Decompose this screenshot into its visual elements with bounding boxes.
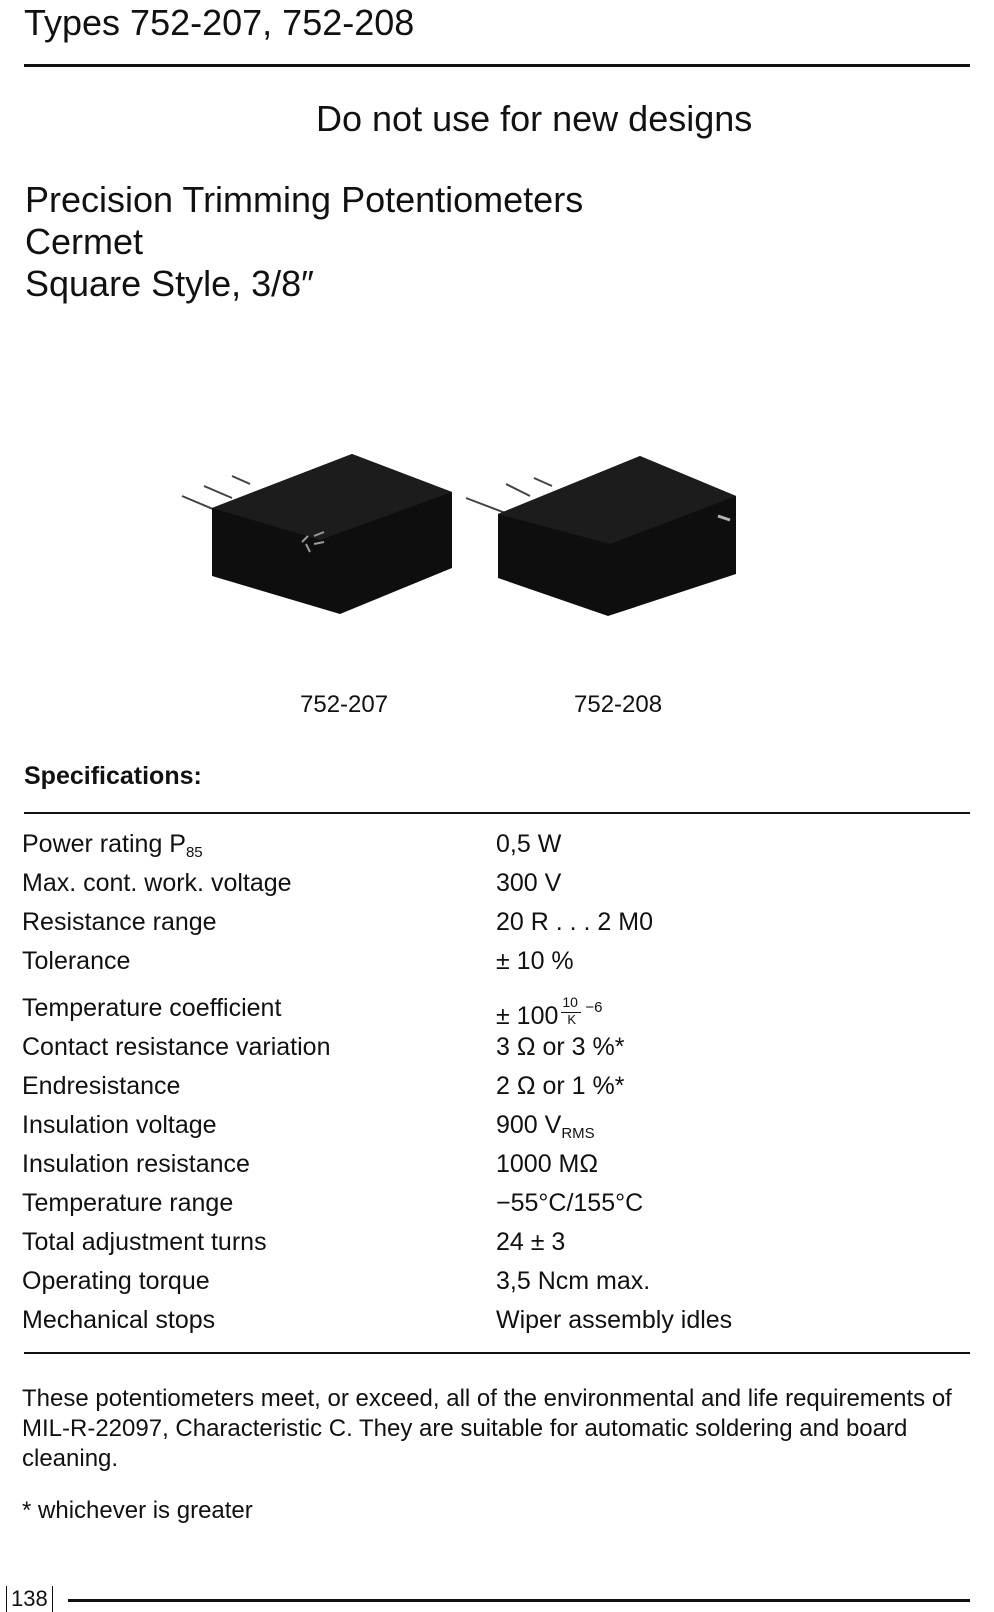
spec-value: 0,5 W	[496, 830, 562, 858]
spec-value: −55°C/155°C	[496, 1189, 644, 1217]
footer-rule	[68, 1599, 970, 1602]
spec-row-endresistance	[0, 1068, 994, 1106]
environmental-note: These potentiometers meet, or exceed, all of the environmental and life requirements of MIL-R-22097, Characteristic C. They are suitable for automatic soldering and board cleaning.	[22, 1385, 952, 1472]
spec-value: 24 ± 3	[496, 1228, 566, 1256]
spec-row-resistance-range	[0, 904, 994, 942]
spec-row-mechanical-stops	[0, 1302, 994, 1340]
caption-752-207: 752-207	[300, 691, 389, 718]
spec-row-power-rating	[0, 826, 994, 864]
spec-label: Contact resistance variation	[22, 1033, 331, 1061]
spec-label: Tolerance	[22, 947, 131, 975]
spec-label: Insulation resistance	[22, 1150, 250, 1178]
spec-value: 300 V	[496, 869, 562, 897]
header-rule	[24, 64, 970, 67]
spec-value: 1000 MΩ	[496, 1150, 599, 1178]
spec-value: 900 $V_{RMS}$	[496, 1111, 595, 1142]
spec-label: Resistance range	[22, 908, 217, 936]
caption-752-208: 752-208	[574, 691, 663, 718]
discontinued-notice: Do not use for new designs	[316, 98, 753, 139]
product-material: Cermet	[25, 221, 144, 262]
spec-row-temperature-range	[0, 1185, 994, 1223]
spec-label: Max. cont. work. voltage	[22, 869, 292, 897]
document-type-title: Types 752-207, 752-208	[24, 2, 415, 43]
spec-value: ± 10 %	[496, 947, 574, 975]
spec-label: Mechanical stops	[22, 1306, 216, 1334]
spec-row-tolerance	[0, 943, 994, 981]
spec-row-insulation-voltage	[0, 1107, 994, 1145]
spec-row-max-voltage	[0, 865, 994, 903]
spec-row-contact-resistance	[0, 1029, 994, 1067]
specifications-bottom-rule	[24, 1352, 970, 1354]
spec-row-insulation-resistance	[0, 1146, 994, 1184]
spec-value: 3 Ω or 3 %*	[496, 1033, 625, 1061]
potentiometer-752-208-image	[466, 456, 736, 616]
spec-value: 3,5 Ncm max.	[496, 1267, 651, 1295]
spec-label: Power rating $P_{85}$	[22, 830, 203, 861]
spec-value: 2 Ω or 1 %*	[496, 1072, 625, 1100]
spec-row-operating-torque	[0, 1263, 994, 1301]
specifications-heading: Specifications:	[24, 762, 202, 790]
specifications-top-rule	[24, 812, 970, 814]
spec-label: Insulation voltage	[22, 1111, 217, 1139]
spec-row-temperature-coefficient	[0, 990, 994, 1028]
spec-label: Total adjustment turns	[22, 1228, 267, 1256]
unit-fraction: $\frac{10}{K}$	[561, 998, 583, 1028]
spec-value: Wiper assembly idles	[496, 1306, 733, 1334]
product-photo	[170, 440, 790, 640]
page-number: 138	[6, 1586, 53, 1612]
spec-label: Temperature coefficient	[22, 994, 282, 1022]
spec-value: 20 R . . . 2 M0	[496, 908, 654, 936]
spec-label: Temperature range	[22, 1189, 234, 1217]
spec-label: Endresistance	[22, 1072, 181, 1100]
spec-value: ± 100 $\frac{10}{K}$ $^{-6}$	[496, 994, 603, 1030]
footnote: * whichever is greater	[22, 1497, 253, 1524]
spec-label: Operating torque	[22, 1267, 210, 1295]
potentiometer-752-207-image	[182, 454, 452, 614]
product-title: Precision Trimming Potentiometers	[25, 179, 584, 220]
spec-row-adjustment-turns	[0, 1224, 994, 1262]
product-style: Square Style, 3/8″	[25, 263, 314, 304]
